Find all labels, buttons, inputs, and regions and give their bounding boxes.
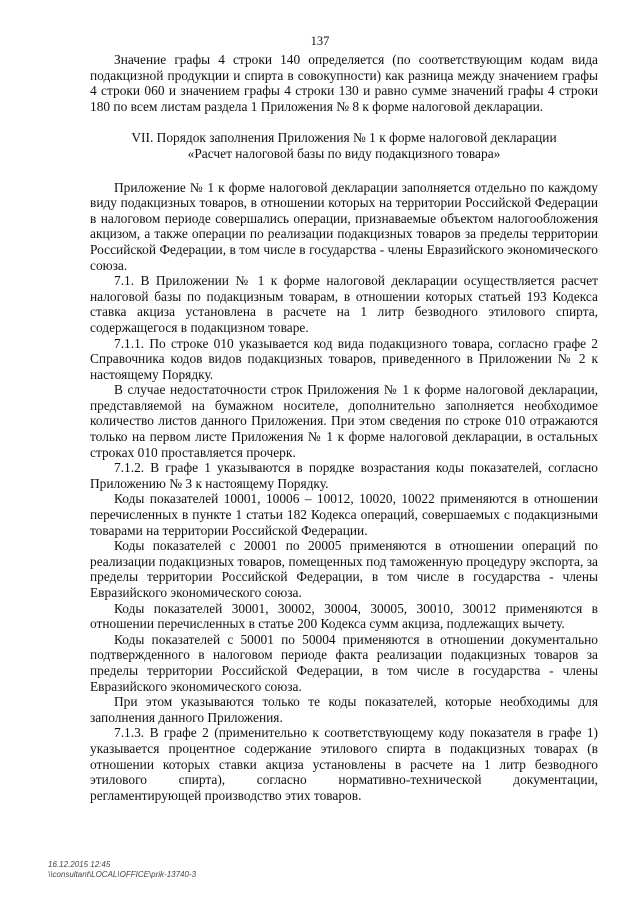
paragraph-intro: Значение графы 4 строки 140 определяется (по соответствующим кодам вида подакцизной продукции и спирта в совокупности) как разница между значением графы 4 строки 060 и значением графы 4 строки 130 и равно сумме значений графы 4 строки 180 по всем листам раздела 1 Приложения № 8 к форме налоговой декларации. [90,52,598,114]
paragraph: В случае недостаточности строк Приложения № 1 к форме налоговой декларации, представляемой на бумажном носителе, дополнительно заполняется необходимое количество листов данного Приложения. При этом сведения по строке 010 отражаются только на первом листе Приложения № 1 к форме налоговой декларации, в остальных строках 010 проставляется прочерк. [90,382,598,460]
footer-file-path: \\consultant\LOCAL\OFFICE\prik-13740-3 [48,870,197,879]
section-title-line1: VII. Порядок заполнения Приложения № 1 к форме налоговой декларации [131,130,557,146]
paragraph: 7.1.2. В графе 1 указываются в порядке возрастания коды показателей, согласно Приложению № 3 к настоящему Порядку. [90,460,598,491]
document-body [90,52,598,803]
footer-timestamp: 16.12.2015 12:45 [48,860,111,869]
paragraph: Коды показателей с 50001 по 50004 применяются в отношении документально подтвержденного в налоговом периоде факта реализации подакцизных товаров за пределы территории Российской Федерации, в том числе в государства - члены Евразийского экономического союза. [90,631,598,694]
section-heading [90,130,598,161]
paragraph: Приложение № 1 к форме налоговой декларации заполняется отдельно по каждому виду подакцизных товаров, в отношении которых на территории Российской Федерации в налоговом периоде совершались операции, признаваемые объектом налогообложения акцизом, а также операции по реализации подакцизных товаров за пределы территории Российской Федерации, в том числе в государства - члены Евразийского экономического союза. [90,179,598,273]
paragraph: 7.1. В Приложении № 1 к форме налоговой декларации осуществляется расчет налоговой базы по подакцизным товарам, в отношении которых статьей 193 Кодекса ставка акциза установлена в расчете на 1 литр безводного этилового спирта, содержащегося в подакцизном товаре. [90,273,598,335]
paragraph: Коды показателей с 20001 по 20005 применяются в отношении операций по реализации подакцизных товаров, помещенных под таможенную процедуру экспорта, за пределы территории Российской Федерации, в том числе в государства - члены Евразийского экономического союза. [90,538,598,600]
paragraph: При этом указываются только те коды показателей, которые необходимы для заполнения данного Приложения. [90,694,598,725]
document-footer [48,860,196,880]
paragraph: 7.1.1. По строке 010 указывается код вида подакцизного товара, согласно графе 2 Справочника кодов видов подакцизных товаров, приведенного в Приложении № 2 к настоящему Порядку. [90,335,598,382]
paragraph: Коды показателей 10001, 10006 – 10012, 10020, 10022 применяются в отношении перечисленных в пункте 1 статьи 182 Кодекса операций, совершаемых с подакцизными товарами на территории Российской Федерации. [90,491,598,538]
paragraph: Коды показателей 30001, 30002, 30004, 30005, 30010, 30012 применяются в отношении перечисленных в статье 200 Кодекса сумм акциза, подлежащих вычету. [90,600,598,632]
paragraph: 7.1.3. В графе 2 (применительно к соответствующему коду показателя в графе 1) указывается процентное содержание этилового спирта в подакцизных товарах (в отношении которых ставки акциза установлены в расчете на 1 литр безводного этилового спирта), согласно нормативно-технической документации, регламентирующей производство этих товаров. [90,725,598,803]
page-number: 137 [310,34,330,48]
section-title-line2: «Расчет налоговой базы по виду подакцизного товара» [187,145,501,161]
